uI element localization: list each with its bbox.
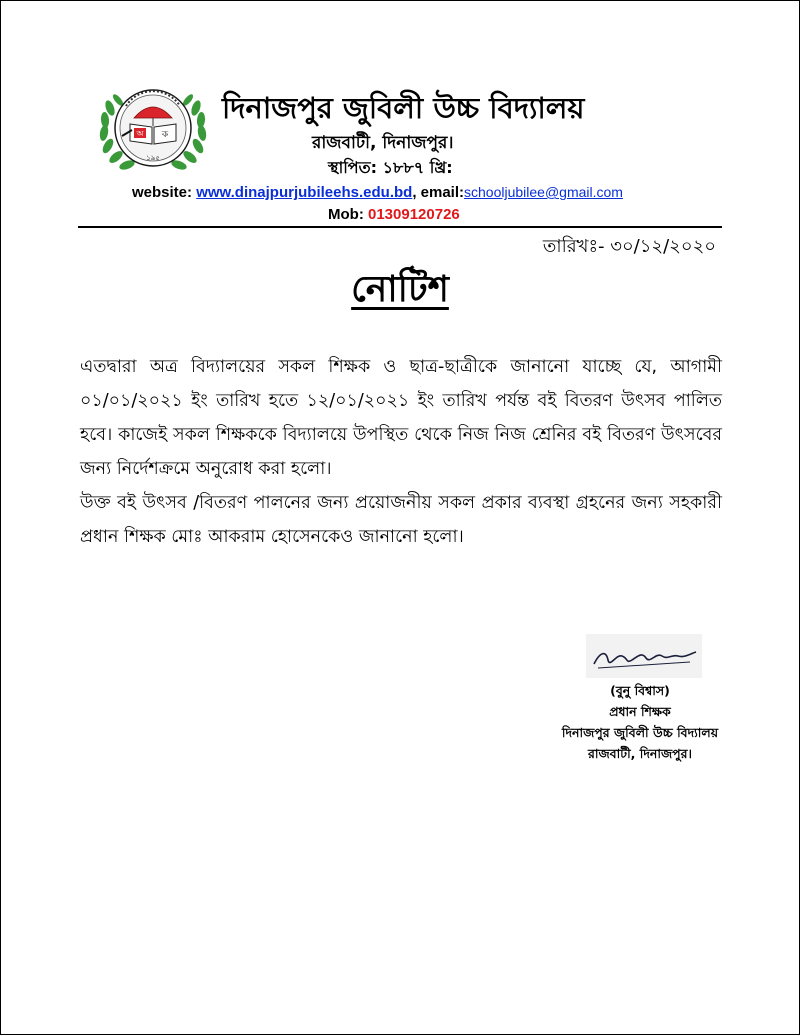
logo-year: ১৯৫ [146,154,160,162]
headmaster-signature [586,634,702,678]
signatory-block [540,680,740,764]
mobile-line [328,206,460,223]
notice-paragraph-1: এতদ্বারা অত্র বিদ্যালয়ের সকল শিক্ষক ও ছাত্র-ছাত্রীকে জানানো যাচ্ছে যে, আগামী ০১/০১/২০২১ ইং তারিখ হতে ১২/০১/২০২১ ইং তারিখ পর্যন্ত বই বিতরণ উৎসব পালিত হবে। কাজেই সকল শিক্ষককে বিদ্যালয়ে উপস্থিত থেকে নিজ নিজ শ্রেনির বই বিতরণ উৎসবের জন্য নির্দেশক্রমে অনুরোধ করা হলো। [80,357,722,479]
mobile-number: 01309120726 [367,206,460,223]
mobile-label: Mob: [328,206,368,223]
website-link[interactable]: www.dinajpurjubileehs.edu.bd [196,184,413,201]
contact-line [132,184,623,201]
notice-body [80,350,722,554]
notice-title-text: নোটিশ [351,269,449,310]
notice-paragraph-2: উক্ত বই উৎসব /বিতরণ পালনের জন্য প্রয়োজনীয় সকল প্রকার ব্যবস্থা গ্রহনের জন্য সহকারী প্রধান শিক্ষক মোঃ আকরাম হোসেনকেও জানানো হলো। [80,493,722,547]
email-label: , email: [412,184,464,201]
email-link[interactable]: schooljubilee@gmail.com [464,184,623,200]
notice-title [0,262,800,322]
school-name: দিনাজপুর জুবিলী উচ্চ বিদ্যালয় [222,91,585,125]
website-label: website: [132,184,197,201]
signatory-name: (বুনু বিশ্বাস) [610,683,670,698]
signatory-location: রাজবাটী, দিনাজপুর। [588,746,692,761]
signatory-institution: দিনাজপুর জুবিলী উচ্চ বিদ্যালয় [561,725,719,740]
school-address: রাজবাটী, দিনাজপুর। [312,133,454,153]
header-divider [78,226,722,228]
logo-letter-a: অ [136,129,144,138]
signatory-designation: প্রধান শিক্ষক [609,704,671,719]
notice-date: তারিখঃ- ৩০/১২/২০২০ [542,236,716,257]
school-crest-logo [96,78,210,178]
logo-letter-ka: ক [161,130,169,140]
established-year: স্থাপিত: ১৮৮৭ খ্রি: [328,158,453,177]
